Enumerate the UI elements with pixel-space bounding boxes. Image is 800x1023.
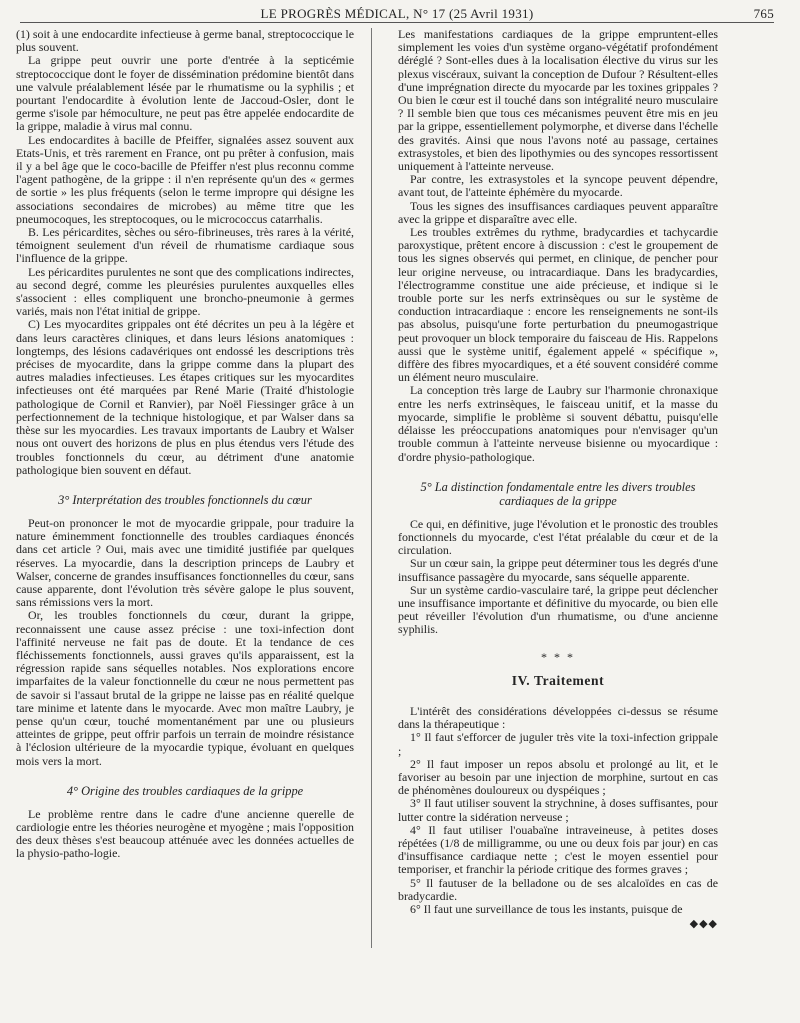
paragraph: (1) soit à une endocardite infectieuse à germe banal, streptococcique le plus souvent.: [16, 27, 354, 55]
paragraph: Tous les signes des insuffisances cardiaques peuvent apparaître avec la grippe et disparaître avec elle.: [398, 198, 718, 226]
paragraph: Le problème rentre dans le cadre d'une ancienne querelle de cardiologie entre les théories neurogène et myogène ; mais l'opposition des deux thèses s'est beaucoup atténuée avec les données actuelles de la physio-patho-logie.: [16, 806, 354, 861]
paragraph: Sur un système cardio-vasculaire taré, la grippe peut déclencher une insuffisance importante et définitive du myocarde, ou bien elle peut réveiller l'évolution d'un rhumatisme, ou d'une ancienne syphilis.: [398, 582, 718, 637]
paragraph: La conception très large de Laubry sur l'harmonie chronaxique entre les nerfs extrinsèques, le faisceau unitif, et la masse du myocarde, simplifie le problème si souvent débattu, puisqu'elle délaisse les préoccupations anatomiques pour n'envisager qu'un trouble commun à l'atteinte nerveuse bisienne ou myocardique : d'ordre physio-pathologique.: [398, 383, 718, 464]
paragraph: Par contre, les extrasystoles et la syncope peuvent dépendre, avant tout, de l'atteinte éphémère du myocarde.: [398, 172, 718, 200]
list-item: 6° Il faut une surveillance de tous les instants, puisque de: [410, 901, 683, 916]
page-number: 765: [753, 6, 774, 21]
list-item: 3° Il faut utiliser souvent la strychnine, à doses suffisantes, pour lutter contre la sidération nerveuse ;: [398, 796, 718, 824]
paragraph: Les manifestations cardiaques de la grippe empruntent-elles simplement les voies d'un système organo-végétatif profondément déréglé ? Sont-elles dues à la localisation élective du virus sur les plexus viscéraux, suivant la conception de Dufour ? Résultent-elles d'une imprégnation directe du myocarde par les toxines grippales ? Ou bien le cœur est il touché dans son intégralité neuro musculaire ? Il semble bien que tous ces mécanismes peuvent être mis en jeu par la grippe, essentiellement polymorphe, et diverse dans l'échelle des gravités. Ainsi que nous l'avons noté au passage, certaines extrasystoles, et bien des lipothymies ou des syncopes ressortissent uniquement à l'atteinte nerveuse.: [398, 27, 718, 174]
page-header: [20, 4, 774, 23]
list-item: 1° Il faut s'efforcer de juguler très vite la toxi-infection grippale ;: [398, 730, 718, 758]
section-separator: * * *: [541, 649, 575, 664]
right-column: [398, 28, 718, 931]
section-3-heading: 3° Interprétation des troubles fonctionnels du cœur: [58, 492, 312, 507]
section-5-heading: 5° La distinction fondamentale entre les divers troubles cardiaques de la grippe: [420, 479, 696, 508]
column-divider: [371, 28, 372, 948]
paragraph: Sur un cœur sain, la grippe peut déterminer tous les degrés d'une insuffisance passagère du myocarde, sans séquelle apparente.: [398, 556, 718, 584]
list-item: 4° Il faut utiliser l'ouabaïne intraveineuse, à petites doses répétées (1/8 de milligramme, ou une ou deux fois par jour) en cas d'insuffisance cardiaque nette ; c'est le moyen essentiel pour temporiser, et franchir la période critique des formes graves ;: [398, 822, 718, 877]
paragraph: La grippe peut ouvrir une porte d'entrée à la septicémie streptococcique dont le foyer de dissémination prédomine bientôt dans une valvule préalablement lésée par le rhumatisme ou la syphilis ; et pourtant l'endocardite à évolution lente de Jaccoud-Osler, dont le germe s'isole par hémoculture, ne peut pas être appelée endocardite de la grippe, maladie à virus mal connu.: [16, 53, 354, 134]
list-item: 2° Il faut imposer un repos absolu et prolongé au lit, et le favoriser au besoin par une injection de morphine, surtout en cas de phénomènes douloureux ou dyspéiques ;: [398, 756, 718, 798]
paragraph: L'intérêt des considérations développées ci-dessus se résume dans la thérapeutique :: [398, 703, 718, 732]
section-iv-heading: IV. Traitement: [511, 672, 605, 688]
paragraph: Or, les troubles fonctionnels du cœur, durant la grippe, reconnaissent une cause assez précise : une toxi-infection dont l'affinité nerveuse ne fait pas de doute. Et la tendance de ces fléchissements fonctionnels, aussi graves qu'ils apparaissent, est la régression rapide sans séquelles notables. Nos explorations encore imparfaites de la valeur fonctionnelle du cœur ne nous permettent pas de savoir si l'assaut brutal de la grippe ne laisse pas en réalité quelque tare minime et latente dans le myocarde. Avec mon maître Laubry, je pense qu'un cœur, touché momentanément par une ou plusieurs atteintes de grippe, peut offrir parfois un terrain de moindre résistance à l'éclosion ultérieure de la myocardie typique, évoluant en quelques mois vers la mort.: [16, 608, 354, 768]
list-item: 5° Il fautuser de la belladone ou de ses alcaloïdes en cas de bradycardie.: [398, 875, 718, 903]
section-4-heading: 4° Origine des troubles cardiaques de la grippe: [66, 783, 304, 798]
paragraph: C) Les myocardites grippales ont été décrites un peu à la légère et dans leurs caractères cliniques, et dans leurs lésions anatomiques : longtemps, des lésions cadavériques ont endossé les descriptions très précises de myocardite, dans la grippe comme dans la plupart des autres maladies infectieuses. Les étapes critiques sur les myocardites infectieuses ont été marquées par René Marie (Traité d'histologie pathologique de Cornil et Ranvier), par Noël Fiessinger grâce à un perfectionnement de la technique histologique, et par Walser dans sa thèse sur les myocardies. Les travaux importants de Laubry et Walser nous ont ouvert des horizons de plus en plus étendus vers l'étude des troubles fonctionnels du cœur, au détriment d'une anatomie pathologique bien souvent en défaut.: [16, 317, 354, 477]
paragraph: Les endocardites à bacille de Pfeiffer, signalées assez souvent aux Etats-Unis, et très rarement en France, ont pu prêter à confusion, mais il y a bel âge que le coco-bacille de Pfeiffer n'est plus reconnu comme l'agent pathogène, de la grippe : il n'en représente qu'un des « germes de sortie » les plus fréquents (selon le terme impropre qui désigne les associations secondaires de microbes) au même titre que les pneumocoques, les streptocoques, ou le micrococcus catarrhalis.: [16, 132, 354, 226]
paragraph: B. Les péricardites, sèches ou séro-fibrineuses, très rares à la vérité, témoignent seulement d'un réveil de rhumatisme cardiaque sous l'influence de la grippe.: [16, 225, 354, 266]
end-mark: ◆◆◆: [689, 918, 718, 931]
paragraph: Les troubles extrêmes du rythme, bradycardies et tachycardie paroxystique, prêtent encore à discussion : c'est le groupement de tous les signes observés qui permet, en clinique, de pencher pour leur origine nerveuse, ou intracardiaque. Dans les bradycardies, l'électrogramme constitue une aide précieuse, et indique si le trouble porte sur les nerfs extrinsèques ou sur le système de conduction intracardiaque : encore les renseignements ne sont-ils pas absolus, puisqu'une forte perturbation du pneumogastrique peut provoquer un block temporaire du faisceau de His. Rappelons aussi que le système unitif, également appelé « spécifique », diffère des fibres myocardiques, et a été souvent considéré comme un élément neuro musculaire.: [398, 225, 718, 385]
paragraph: Les péricardites purulentes ne sont que des complications indirectes, au second degré, comme les pleurésies purulentes auxquelles elles s'associent : elles compliquent une broncho-pneumonie à germes variés, mais non l'état initial de grippe.: [16, 264, 354, 319]
paragraph: Peut-on prononcer le mot de myocardie grippale, pour traduire la nature éminemment fonctionnelle des troubles cardiaques énoncés dans cet article ? Oui, mais avec une timidité justifiée par quelques réserves. La myocardie, dans la description princeps de Laubry et Walser, concerne de grandes insuffisances fonctionnelles du cœur, sans cause apparente, dont l'évolution très sévère galope le plus souvent, sans rémissions vers la mort.: [16, 515, 354, 610]
left-column: [16, 28, 354, 861]
paragraph: Ce qui, en définitive, juge l'évolution et le pronostic des troubles fonctionnels du myocarde, c'est l'état préalable du cœur et de la circulation.: [398, 516, 718, 558]
journal-title: LE PROGRÈS MÉDICAL, N° 17 (25 Avril 1931): [260, 6, 534, 21]
